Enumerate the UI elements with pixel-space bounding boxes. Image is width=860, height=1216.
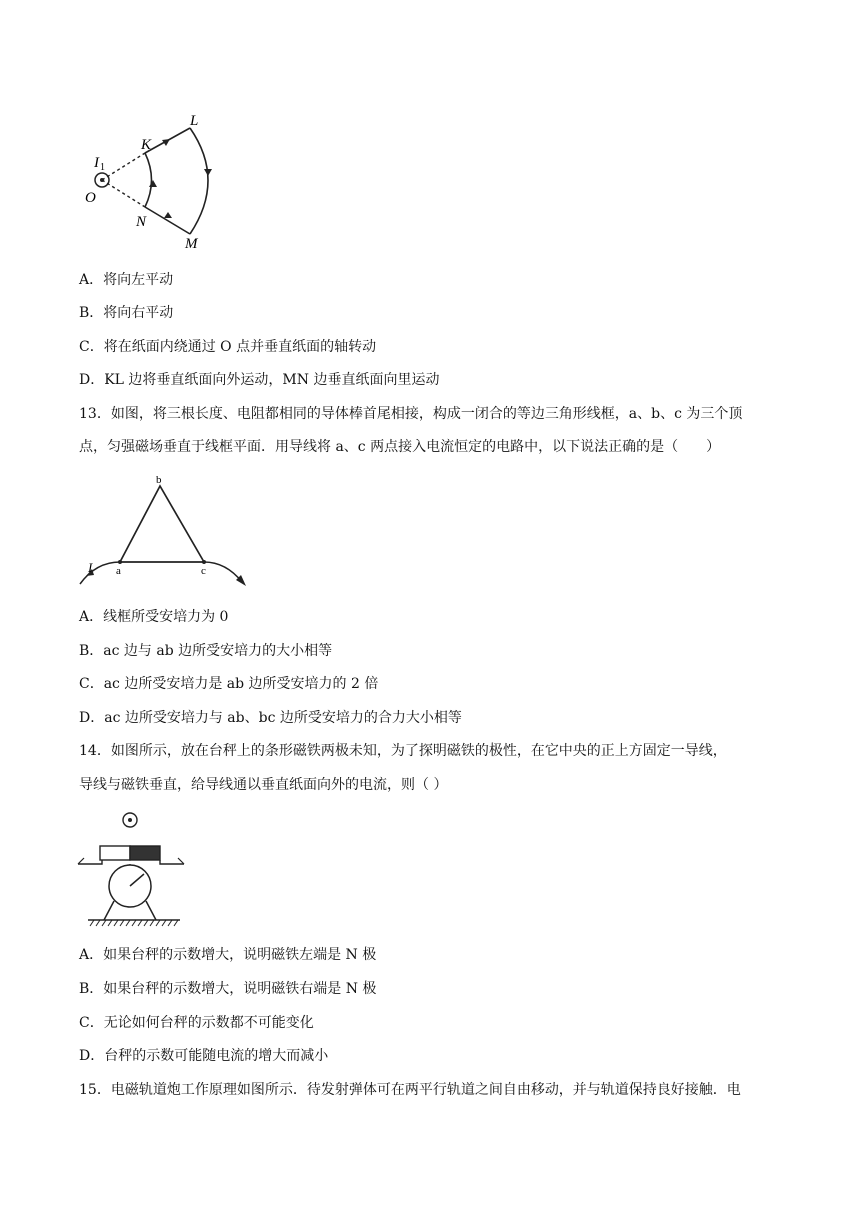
q12-figure <box>78 110 228 256</box>
label-b: b <box>156 474 162 486</box>
q14-option-c: C．无论如何台秤的示数都不可能变化 <box>79 1015 314 1031</box>
label-i1-sub: 1 <box>100 162 105 173</box>
magnet-right-half <box>130 846 160 860</box>
q13-stem-line1: 13．如图，将三根长度、电阻都相同的导体棒首尾相接，构成一闭合的等边三角形线框，a、b、c 为三个顶 <box>79 406 743 422</box>
side-mn <box>145 207 190 234</box>
platform-right-tip <box>178 858 184 864</box>
ground-hatch <box>90 920 178 926</box>
label-m: M <box>185 236 198 252</box>
q12-option-d: D．KL 边将垂直纸面向外运动，MN 边垂直纸面向里运动 <box>79 372 440 388</box>
q14-stem-line2: 导线与磁铁垂直，给导线通以垂直纸面向外的电流，则（ ） <box>79 777 448 793</box>
vertex-a-dot <box>118 560 122 564</box>
current-dot <box>128 818 132 822</box>
label-c: c <box>201 565 206 577</box>
triangle-frame <box>120 486 204 562</box>
q13-option-b: B．ac 边与 ab 边所受安培力的大小相等 <box>79 643 333 659</box>
label-i1: I <box>94 155 99 171</box>
q14-option-a: A．如果台秤的示数增大，说明磁铁左端是 N 极 <box>79 947 377 963</box>
q12-option-b: B．将向右平动 <box>79 305 174 321</box>
arrow-nk <box>149 180 157 187</box>
vertex-c-dot <box>202 560 206 564</box>
current-dot <box>100 178 104 182</box>
arrow-lm <box>204 169 212 176</box>
q13-option-c: C．ac 边所受安培力是 ab 边所受安培力的 2 倍 <box>79 676 379 692</box>
q13-option-d: D．ac 边所受安培力与 ab、bc 边所受安培力的合力大小相等 <box>79 710 462 726</box>
label-l: L <box>190 113 199 129</box>
platform-left-tip <box>78 858 84 864</box>
label-n: N <box>136 214 147 230</box>
q14-option-b: B．如果台秤的示数增大，说明磁铁右端是 N 极 <box>79 981 377 997</box>
scale-leg-left <box>104 901 114 920</box>
q14-option-d: D．台秤的示数可能随电流的增大而减小 <box>79 1048 329 1064</box>
label-o: O <box>85 190 96 206</box>
q13-stem-line2: 点，匀强磁场垂直于线框平面．用导线将 a、c 两点接入电流恒定的电路中，以下说法正确的是（ ） <box>79 439 721 455</box>
q12-option-a: A．将向左平动 <box>79 272 174 288</box>
q13-figure <box>76 474 251 590</box>
scale-leg-right <box>146 901 156 920</box>
q14-stem-line1: 14．如图所示，放在台秤上的条形磁铁两极未知，为了探明磁铁的极性，在它中央的正上方固定一导线， <box>79 743 727 759</box>
q15-stem-line1: 15．电磁轨道炮工作原理如图所示．待发射弹体可在两平行轨道之间自由移动，并与轨道保持良好接触．电 <box>79 1082 741 1098</box>
q13-option-a: A．线框所受安培力为 0 <box>79 609 229 625</box>
wire-in <box>80 562 120 584</box>
label-i: I <box>88 560 93 575</box>
wire-out <box>204 562 242 582</box>
label-a: a <box>116 565 121 577</box>
label-k: K <box>141 137 152 153</box>
arc-nk <box>145 153 152 207</box>
q12-option-c: C．将在纸面内绕通过 O 点并垂直纸面的轴转动 <box>79 339 377 355</box>
magnet-left-half <box>100 846 130 860</box>
arrow-mn <box>164 212 172 218</box>
arc-lm <box>190 128 208 234</box>
q14-figure <box>76 808 188 932</box>
